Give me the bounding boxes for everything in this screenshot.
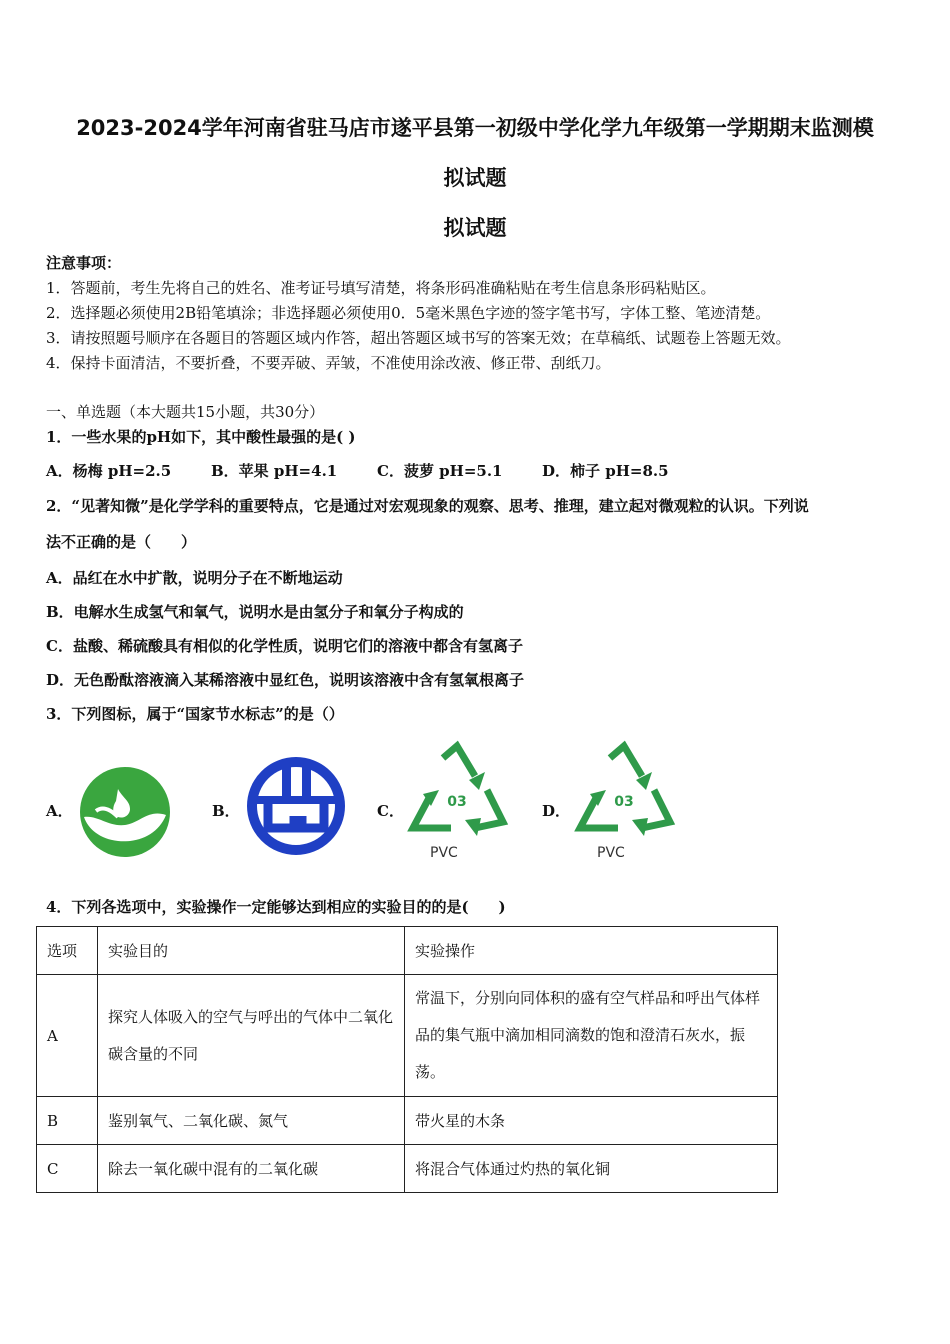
pvc-label-c: PVC [430,845,458,861]
table-cell-purpose: 除去一氧化碳中混有的二氧化碳 [98,1145,405,1193]
notice-item: 3．请按照题号顺序在各题目的答题区域内作答，超出答题区域书写的答案无效；在草稿纸、试题卷上答题无效。 [46,329,791,347]
table-row [37,975,778,1097]
q3-label-d: D． [542,802,571,820]
recycle-pvc-icon [405,740,509,836]
notice-item: 1．答题前，考生先将自己的姓名、准考证号填写清楚，将条形码准确粘贴在考生信息条形码粘贴区。 [46,279,716,297]
q2-option-a: A．品红在水中扩散，说明分子在不断地运动 [46,569,343,587]
water-saving-logo-icon [78,765,172,859]
table-cell-operation: 将混合气体通过灼热的氧化铜 [405,1145,778,1193]
q2-option-c: C．盐酸、稀硫酸具有相似的化学性质，说明它们的溶液中都含有氢离子 [46,637,523,655]
page-subtitle: 拟试题 [443,216,507,240]
q4-table [36,926,778,1193]
q1-option-b: B．苹果 pH=4.1 [211,462,338,480]
q3-label-b: B． [212,802,240,820]
recycle-number-d: 03 [614,794,634,810]
table-cell-operation: 带火星的木条 [405,1097,778,1145]
blue-circle-logo-icon [246,756,346,856]
table-header-cell: 实验目的 [98,927,405,975]
pvc-label-d: PVC [597,845,625,861]
table-row [37,1145,778,1193]
table-header-row [37,927,778,975]
notice-item: 2．选择题必须使用2B铅笔填涂；非选择题必须使用0．5毫米黑色字迹的签字笔书写，字体工整、笔迹清楚。 [46,304,771,322]
notice-item: 4．保持卡面清洁，不要折叠，不要弄破、弄皱，不准使用涂改液、修正带、刮纸刀。 [46,354,611,372]
table-header-cell: 实验操作 [405,927,778,975]
table-cell-option: A [37,975,98,1097]
notice-heading: 注意事项： [46,254,122,272]
table-row [37,1097,778,1145]
table-cell-purpose: 探究人体吸入的空气与呼出的气体中二氧化碳含量的不同 [98,975,405,1097]
question-2-stem: 2．“见著知微”是化学学科的重要特点，它是通过对宏观现象的观察、思考、推理，建立起对微观粒的认识。下列说 [46,497,809,515]
table-cell-option: C [37,1145,98,1193]
table-cell-operation: 常温下，分别向同体积的盛有空气样品和呼出气体样品的集气瓶中滴加相同滴数的饱和澄清石灰水，振荡。 [405,975,778,1097]
table-header-cell: 选项 [37,927,98,975]
q1-option-d: D．柿子 pH=8.5 [542,462,669,480]
q3-label-c: C． [377,802,404,820]
q1-option-a: A．杨梅 pH=2.5 [46,462,172,480]
question-3-stem: 3．下列图标，属于“国家节水标志”的是（） [46,705,344,723]
q2-option-d: D．无色酚酞溶液滴入某稀溶液中显红色，说明该溶液中含有氢氧根离子 [46,671,525,689]
question-1-stem: 1．一些水果的pH如下，其中酸性最强的是( ) [46,428,356,446]
page-title-line2: 拟试题 [443,166,507,190]
q1-option-c: C．菠萝 pH=5.1 [377,462,503,480]
table-cell-option: B [37,1097,98,1145]
question-4-stem: 4．下列各选项中，实验操作一定能够达到相应的实验目的的是( ) [46,898,506,916]
recycle-pvc-icon [572,740,676,836]
question-2-stem-cont: 法不正确的是（ ） [46,533,197,551]
section-heading: 一、单选题（本大题共15小题，共30分） [46,403,325,421]
recycle-number-c: 03 [447,794,467,810]
table-cell-purpose: 鉴别氧气、二氧化碳、氮气 [98,1097,405,1145]
q2-option-b: B．电解水生成氢气和氧气，说明水是由氢分子和氧分子构成的 [46,603,464,621]
q3-label-a: A． [46,802,73,820]
page-title: 2023-2024学年河南省驻马店市遂平县第一初级中学化学九年级第一学期期末监测模 [76,116,874,140]
